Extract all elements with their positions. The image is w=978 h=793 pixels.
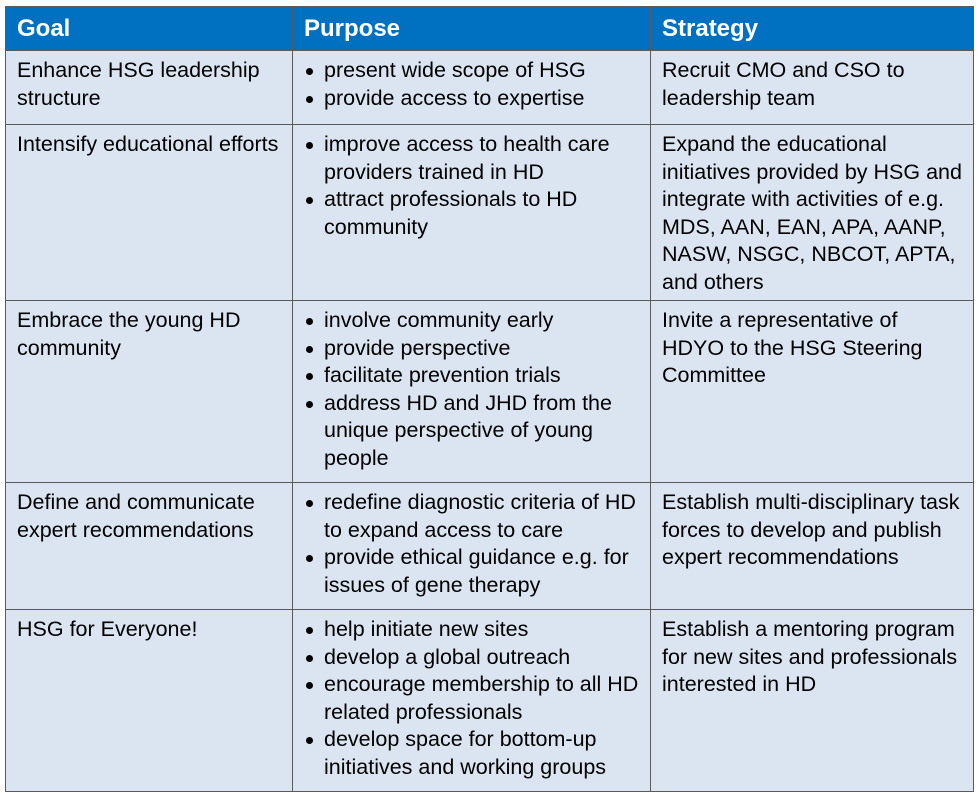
purpose-text: address HD and JHD from the unique perspective of young people xyxy=(324,390,612,470)
purpose-cell xyxy=(293,51,651,125)
table-row xyxy=(6,51,974,125)
purpose-list xyxy=(303,616,640,781)
goal-cell: Embrace the young HD community xyxy=(6,301,293,483)
purpose-cell xyxy=(293,301,651,483)
table-row xyxy=(6,483,974,610)
purpose-text: redefine diagnostic criteria of HD to expand access to care xyxy=(324,490,636,542)
bullet-icon xyxy=(306,96,313,103)
goal-cell: Enhance HSG leadership structure xyxy=(6,51,293,125)
purpose-text: facilitate prevention trials xyxy=(324,363,561,387)
table-row xyxy=(6,301,974,483)
purpose-text: provide ethical guidance e.g. for issues of gene therapy xyxy=(324,545,629,597)
purpose-item xyxy=(303,335,640,363)
strategy-cell: Invite a representative of HDYO to the HSG Steering Committee xyxy=(651,301,974,483)
strategy-cell: Establish a mentoring program for new sites and professionals interested in HD xyxy=(651,610,974,792)
strategy-cell: Expand the educational initiatives provided by HSG and integrate with activities of e.g. MDS, AAN, EAN, APA, AANP, NASW, NSGC, NBCOT, APTA, and others xyxy=(651,125,974,301)
goals-table xyxy=(5,6,974,792)
purpose-item xyxy=(303,186,640,241)
goal-cell: Define and communicate expert recommendations xyxy=(6,483,293,610)
purpose-text: provide access to expertise xyxy=(324,85,585,110)
purpose-text: present wide scope of HSG xyxy=(324,58,586,82)
bullet-icon xyxy=(306,500,313,507)
purpose-item xyxy=(303,671,640,726)
table-row xyxy=(6,125,974,301)
bullet-icon xyxy=(306,655,313,662)
header-goal: Goal xyxy=(6,7,293,51)
bullet-icon xyxy=(306,346,313,353)
purpose-text: attract professionals to HD community xyxy=(324,187,578,239)
purpose-text: provide perspective xyxy=(324,335,511,360)
purpose-text: help initiate new sites xyxy=(324,617,529,641)
bullet-icon xyxy=(306,401,313,408)
header-row xyxy=(6,7,974,51)
purpose-item xyxy=(303,362,640,390)
purpose-item xyxy=(303,57,640,85)
purpose-item xyxy=(303,489,640,544)
purpose-list xyxy=(303,131,640,241)
purpose-list xyxy=(303,307,640,472)
bullet-icon xyxy=(306,197,313,204)
table-header xyxy=(6,7,974,51)
goal-cell: HSG for Everyone! xyxy=(6,610,293,792)
bullet-icon xyxy=(306,318,313,325)
purpose-cell xyxy=(293,483,651,610)
strategy-cell: Recruit CMO and CSO to leadership team xyxy=(651,51,974,125)
table-body xyxy=(6,51,974,792)
purpose-list xyxy=(303,57,640,112)
purpose-cell xyxy=(293,125,651,301)
purpose-item xyxy=(303,726,640,781)
purpose-text: improve access to health care providers trained in HD xyxy=(324,132,610,184)
bullet-icon xyxy=(306,627,313,634)
bullet-icon xyxy=(306,737,313,744)
goal-cell: Intensify educational efforts xyxy=(6,125,293,301)
purpose-text: involve community early xyxy=(324,308,554,332)
bullet-icon xyxy=(306,555,313,562)
purpose-item xyxy=(303,616,640,644)
purpose-item xyxy=(303,307,640,335)
purpose-text: encourage membership to all HD related professionals xyxy=(324,672,639,724)
purpose-item xyxy=(303,544,640,599)
purpose-text: develop a global outreach xyxy=(324,644,571,669)
purpose-cell xyxy=(293,610,651,792)
header-strategy: Strategy xyxy=(651,7,974,51)
purpose-item xyxy=(303,131,640,186)
purpose-item xyxy=(303,644,640,672)
purpose-item xyxy=(303,390,640,473)
bullet-icon xyxy=(306,68,313,75)
purpose-list xyxy=(303,489,640,599)
bullet-icon xyxy=(306,142,313,149)
purpose-text: develop space for bottom-up initiatives and working groups xyxy=(324,727,607,779)
table-row xyxy=(6,610,974,792)
strategy-cell: Establish multi-disciplinary task forces to develop and publish expert recommendations xyxy=(651,483,974,610)
purpose-item xyxy=(303,85,640,113)
bullet-icon xyxy=(306,373,313,380)
bullet-icon xyxy=(306,682,313,689)
header-purpose: Purpose xyxy=(293,7,651,51)
